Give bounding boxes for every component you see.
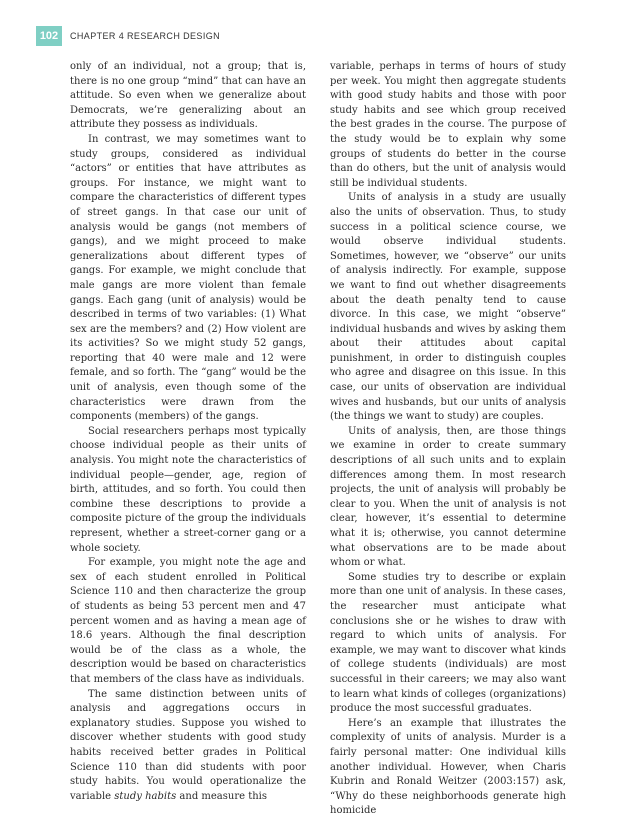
left-column — [70, 60, 306, 804]
page-header — [0, 26, 636, 46]
paragraph: For example, you might note the age and sex of each student enrolled in Political Science 110 and then characterize the group of students as being 53 percent men and 47 percent women and as having a mean age of 18.6 years. Although the final description would be of the class as a whole, the description would be based on characteristics that members of the class have as individuals. — [70, 557, 306, 685]
paragraph: The same distinction between units of analysis and aggregations occurs in explanatory studies. Suppose you wished to discover whether students with good study habits received better grades in Political Science 110 than did students with poor study habits. You would operationalize the variable study habits and measure this — [70, 688, 306, 802]
paragraph: In contrast, we may sometimes want to study groups, considered as individual “actors” or entities that have attributes as groups. For instance, we might want to compare the characteristics of different types of street gangs. In that case our unit of analysis would be gangs (not members of gangs), and we might proceed to make generalizations about different types of gangs. For example, we might conclude that male gangs are more violent than female gangs. Each gang (unit of analysis) would be described in terms of two variables: (1) What sex are the members? and (2) How violent are its activities? So we might study 52 gangs, reporting that 40 were male and 12 were female, and so forth. The “gang” would be the unit of analysis, even though some of the characteristics were drawn from the components (members) of the gangs. — [70, 133, 306, 423]
paragraph: Units of analysis in a study are usually also the units of observation. Thus, to study success in a political science course, we would observe individual students. Sometimes, however, we “observe” our units of analysis indirectly. For example, suppose we want to find out whether disagreements about the death penalty tend to cause divorce. In this case, we might “observe” individual husbands and wives by asking them about their attitudes about capital punishment, in order to distinguish couples who agree and disagree on this issue. In this case, our units of observation are individual wives and husbands, but our units of analysis (the things we want to study) are couples. — [330, 192, 566, 423]
paragraph: Social researchers perhaps most typically choose individual people as their units of analysis. You might note the characteristics of individual people—gender, age, region of birth, attitudes, and so forth. You could then combine these descriptions to provide a composite picture of the group the individuals represent, whether a street-corner gang or a whole society. — [70, 425, 306, 554]
paragraph: Units of analysis, then, are those things we examine in order to create summary descriptions of all such units and to explain differences among them. In most research projects, the unit of analysis will probably be clear to you. When the unit of analysis is not clear, however, it’s essential to determine what it is; otherwise, you cannot determine what observations are to be made about whom or what. — [330, 425, 566, 569]
paragraph: only of an individual, not a group; that is, there is no one group “mind” that can have an attitude. So even when we generalize about Democrats, we’re generalizing about an attribute they possess as individuals. — [70, 61, 306, 131]
paragraph: variable, perhaps in terms of hours of study per week. You might then aggregate students with good study habits and those with poor study habits and see which group received the best grades in the course. The purpose of the study would be to explain why some groups of students do better in the course than do others, but the unit of analysis would still be individual students. — [330, 61, 566, 189]
page-number: 102 — [36, 26, 62, 46]
paragraph: Here’s an example that illustrates the complexity of units of analysis. Murder is a fairly personal matter: One individual kills another individual. However, when Charis Kubrin and Ronald Weitzer (2003:157) ask, “Why do these neighborhoods generate high homicide — [330, 717, 566, 817]
right-column — [330, 60, 566, 819]
chapter-title: CHAPTER 4 RESEARCH DESIGN — [70, 31, 221, 41]
paragraph: Some studies try to describe or explain more than one unit of analysis. In these cases, the researcher must anticipate what conclusions she or he wishes to draw with regard to which units of analysis. For example, we may want to discover what kinds of college students (individuals) are most successful in their careers; we may also want to learn what kinds of colleges (organizations) produce the most successful graduates. — [330, 571, 566, 715]
